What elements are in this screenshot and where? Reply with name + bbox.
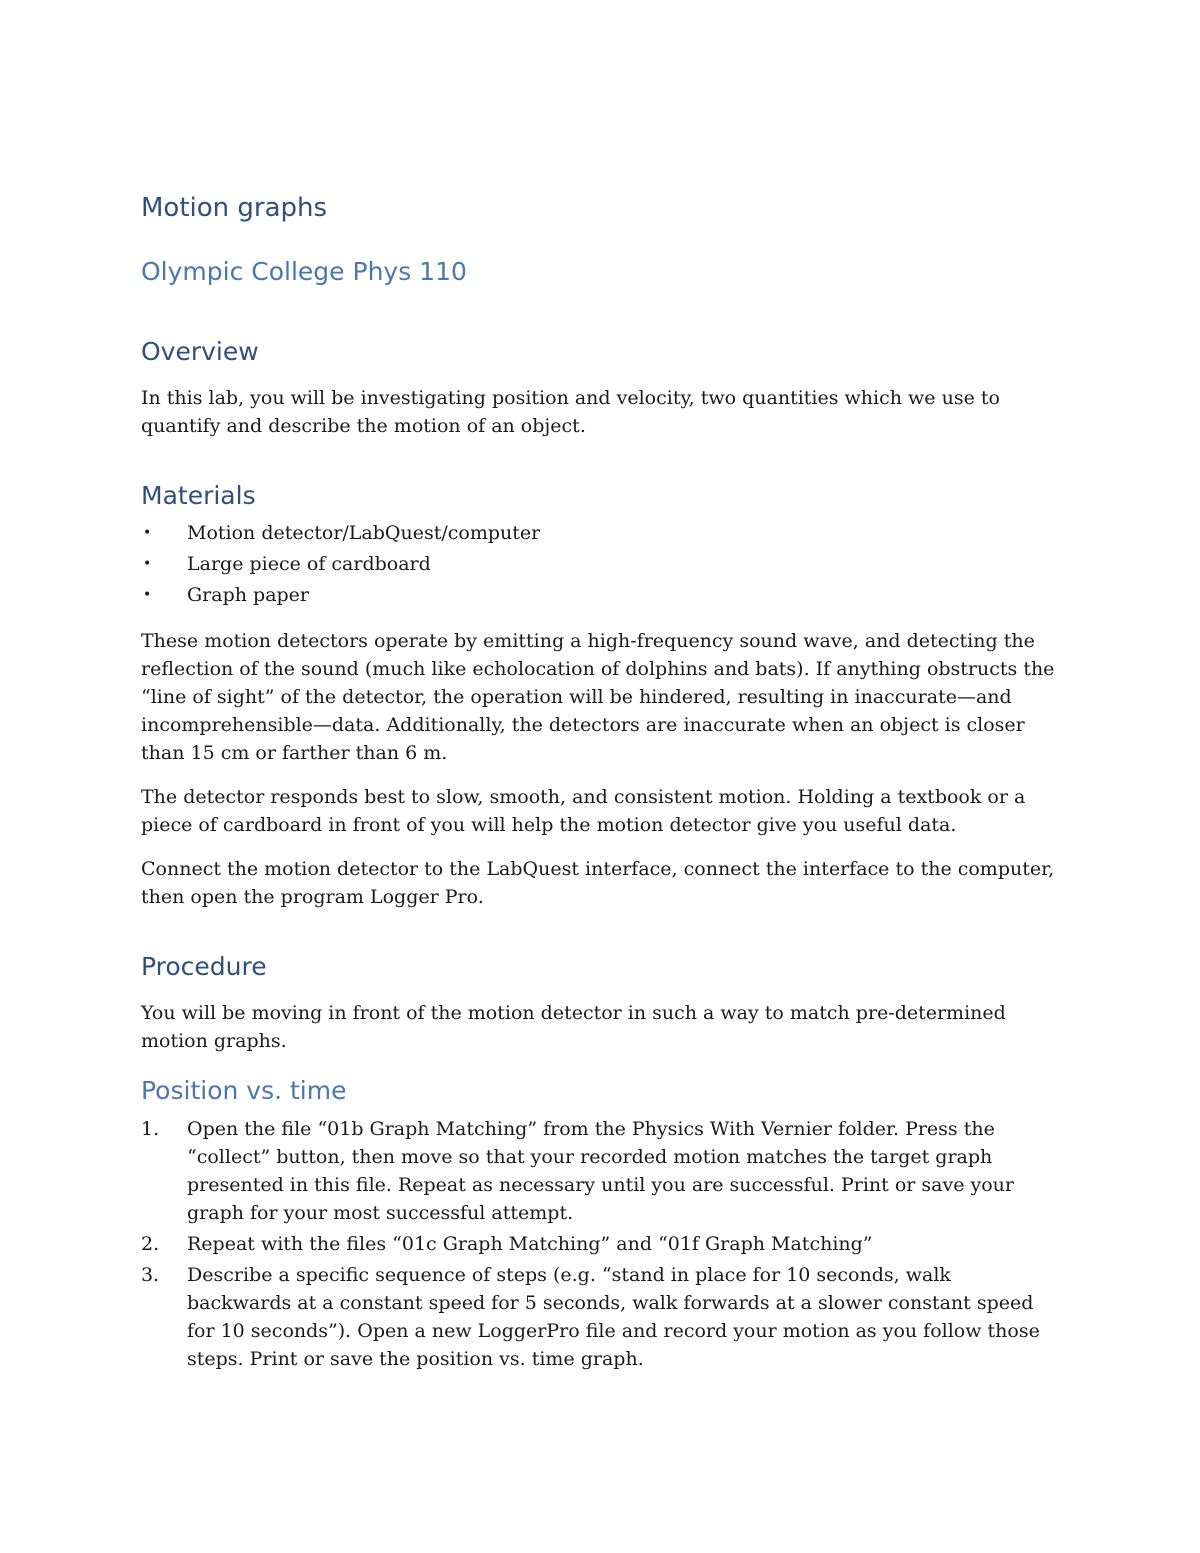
steps-list — [141, 1115, 1061, 1373]
document-page — [141, 190, 1061, 1376]
bullet-icon: • — [143, 587, 152, 603]
list-item-text: Graph paper — [187, 584, 310, 606]
bullet-icon: • — [143, 525, 152, 541]
list-item — [141, 1230, 1061, 1258]
materials-paragraph: These motion detectors operate by emitting a high-frequency sound wave, and detecting the reflection of the sound (much like echolocation of dolphins and bats). If anything obstructs the “line of sight” of the detector, the operation will be hindered, resulting in inaccurate—and incomprehensible—data. Additionally, the detectors are inaccurate when an object is closer than 15 cm or farther than 6 m. — [141, 630, 1055, 764]
list-item — [141, 580, 1061, 611]
position-vs-time-heading: Position vs. time — [141, 1076, 347, 1105]
step-text: Describe a specific sequence of steps (e.g. “stand in place for 10 seconds, walk backwards at a constant speed for 5 seconds, walk forwards at a slower constant speed for 10 seconds”). Open a new LoggerPro file and record your motion as you follow those steps. Print or save the position vs. time graph. — [187, 1264, 1040, 1370]
bullet-icon: • — [143, 556, 152, 572]
list-item — [141, 549, 1061, 580]
procedure-paragraph: You will be moving in front of the motion detector in such a way to match pre-determined motion graphs. — [141, 1002, 1006, 1052]
overview-heading: Overview — [141, 337, 259, 366]
materials-list — [141, 518, 1061, 611]
list-item — [141, 518, 1061, 549]
step-number: 1. — [141, 1118, 160, 1140]
document-title: Motion graphs — [141, 193, 328, 223]
procedure-heading: Procedure — [141, 952, 267, 981]
step-number: 2. — [141, 1233, 160, 1255]
materials-paragraph: Connect the motion detector to the LabQuest interface, connect the interface to the computer, then open the program Logger Pro. — [141, 858, 1055, 908]
materials-paragraph: The detector responds best to slow, smooth, and consistent motion. Holding a textbook or a piece of cardboard in front of you will help the motion detector give you useful data. — [141, 786, 1026, 836]
overview-paragraph: In this lab, you will be investigating position and velocity, two quantities which we use to quantify and describe the motion of an object. — [141, 387, 1000, 437]
step-text: Repeat with the files “01c Graph Matching” and “01f Graph Matching” — [187, 1233, 873, 1255]
list-item — [141, 1261, 1061, 1373]
step-number: 3. — [141, 1264, 160, 1286]
list-item-text: Large piece of cardboard — [187, 553, 431, 575]
list-item — [141, 1115, 1061, 1227]
document-subtitle: Olympic College Phys 110 — [141, 257, 467, 286]
list-item-text: Motion detector/LabQuest/computer — [187, 522, 541, 544]
step-text: Open the file “01b Graph Matching” from the Physics With Vernier folder. Press the “collect” button, then move so that your recorded motion matches the target graph presented in this file. Repeat as necessary until you are successful. Print or save your graph for your most successful attempt. — [187, 1118, 1014, 1224]
materials-heading: Materials — [141, 481, 256, 510]
